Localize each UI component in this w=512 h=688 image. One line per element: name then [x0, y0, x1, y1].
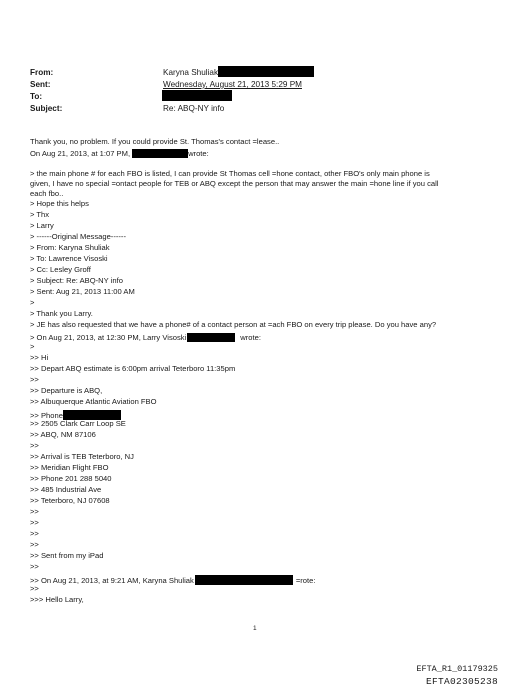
body-line: >> Sent from my iPad	[30, 551, 104, 560]
body-line	[30, 573, 315, 586]
to-label: To:	[30, 92, 43, 101]
body-line: >> Depart ABQ estimate is 6:00pm arrival Teterboro 11:35pm	[30, 364, 236, 373]
body-line: >> 2505 Clark Carr Loop SE	[30, 419, 126, 428]
redaction-box	[132, 149, 188, 158]
from-value: Karyna Shuliak	[163, 68, 219, 77]
body-line: >> Hi	[30, 353, 49, 362]
page-number: 1	[253, 625, 257, 632]
bates-number-primary: EFTA_R1_01179325	[416, 664, 498, 674]
redaction-box	[195, 575, 293, 585]
bates-number-secondary: EFTA02305238	[425, 676, 498, 687]
body-line: >> Teterboro, NJ 07608	[30, 496, 110, 505]
body-line: >> Meridian Flight FBO	[30, 463, 109, 472]
body-line: >>	[30, 375, 39, 384]
body-text: On Aug 21, 2013, at 1:07 PM,	[30, 149, 131, 158]
subject-value: Re: ABQ-NY info	[163, 104, 225, 113]
body-line: >>	[30, 562, 39, 571]
body-text: > On Aug 21, 2013, at 12:30 PM, Larry Visoski	[30, 333, 187, 342]
body-text: >> On Aug 21, 2013, at 9:21 AM, Karyna Shuliak	[30, 576, 194, 585]
body-line: > Thx	[30, 210, 50, 219]
body-line: >> Phone 201 288 5040	[30, 474, 112, 483]
body-line: >>	[30, 584, 39, 593]
body-line: >>	[30, 441, 39, 450]
body-line: > the main phone # for each FBO is listed, I can provide St Thomas cell =hone contact, other FBO's only main phone is	[30, 169, 430, 178]
body-line: >> Arrival is TEB Teterboro, NJ	[30, 452, 134, 461]
body-line: > From: Karyna Shuliak	[30, 243, 110, 252]
body-line: >>> Hello Larry,	[30, 595, 84, 604]
body-line: > Subject: Re: ABQ-NY info	[30, 276, 123, 285]
sent-value: Wednesday, August 21, 2013 5:29 PM	[163, 80, 302, 89]
body-text: wrote:	[188, 149, 209, 158]
body-line: Thank you, no problem. If you could provide St. Thomas's contact =lease..	[30, 137, 280, 146]
body-line: >> ABQ, NM 87106	[30, 430, 96, 439]
body-line: >> 485 Industrial Ave	[30, 485, 102, 494]
body-line: > Cc: Lesley Groff	[30, 265, 91, 274]
body-line: > ------Original Message------	[30, 232, 126, 241]
redaction-box	[162, 90, 232, 101]
redaction-box	[218, 66, 314, 77]
sent-label: Sent:	[30, 80, 51, 89]
body-line: > Sent: Aug 21, 2013 11:00 AM	[30, 287, 135, 296]
body-line	[30, 331, 261, 343]
body-line: each fbo..	[30, 189, 64, 198]
body-line: >	[30, 298, 35, 307]
body-line: >>	[30, 507, 39, 516]
body-line: given, I have no special =ontact people for TEB or ABQ except the person that may answer the main =hone line if you call	[30, 179, 439, 188]
redaction-box	[187, 333, 235, 342]
body-line: >> Albuquerque Atlantic Aviation FBO	[30, 397, 157, 406]
from-label: From:	[30, 68, 54, 77]
body-line: >> Departure is ABQ,	[30, 386, 103, 395]
body-line: > JE has also requested that we have a phone# of a contact person at =ach FBO on every trip please. Do you have any?	[30, 320, 437, 329]
body-line: > Larry	[30, 221, 54, 230]
subject-label: Subject:	[30, 104, 63, 113]
body-text: =rote:	[295, 576, 316, 585]
body-line: > Thank you Larry.	[30, 309, 93, 318]
body-line: >>	[30, 518, 39, 527]
body-line: > Hope this helps	[30, 199, 89, 208]
body-line	[30, 147, 209, 159]
body-line: >	[30, 342, 35, 351]
body-line: > To: Lawrence Visoski	[30, 254, 108, 263]
body-line: >>	[30, 540, 39, 549]
body-text: wrote:	[240, 333, 261, 342]
body-line: >>	[30, 529, 39, 538]
body-text: >> Phone	[30, 411, 63, 420]
